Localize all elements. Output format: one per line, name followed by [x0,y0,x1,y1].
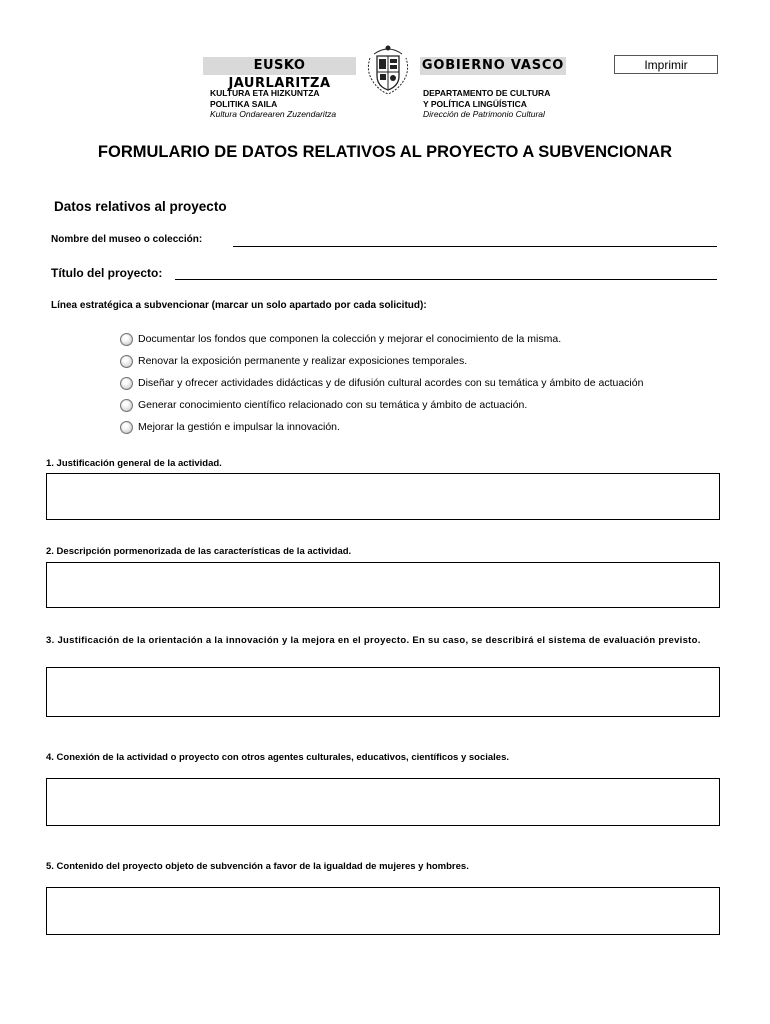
question-2-label: 2. Descripción pormenorizada de las características de la actividad. [46,546,352,557]
question-3-label: 3. Justificación de la orientación a la innovación y la mejora en el proyecto. En su caso, se describirá el sistema de evaluación previsto. [46,635,701,646]
question-5-label: 5. Contenido del proyecto objeto de subvención a favor de la igualdad de mujeres y hombres. [46,861,469,872]
option-label: Diseñar y ofrecer actividades didácticas y de difusión cultural acordes con su temática y ámbito de actuación [138,377,644,389]
section-title: Datos relativos al proyecto [54,199,227,214]
right-subdepartment: Dirección de Patrimonio Cultural [423,109,545,119]
option-row-1[interactable] [120,331,561,347]
question-5-box [46,887,720,935]
question-5-textarea[interactable] [47,888,719,934]
radio-button[interactable] [120,333,133,346]
left-dept-line-1: KULTURA ETA HIZKUNTZA [210,88,320,98]
museum-name-underline [233,246,717,247]
project-title-input[interactable] [177,265,715,279]
right-dept-line-2: Y POLÍTICA LINGÜÍSTICA [423,98,527,109]
radio-button[interactable] [120,399,133,412]
question-4-box [46,778,720,826]
option-row-3[interactable] [120,375,643,391]
question-1-textarea[interactable] [47,474,719,519]
right-dept-line-1: DEPARTAMENTO DE CULTURA [423,88,551,98]
radio-button[interactable] [120,421,133,434]
left-department [210,88,336,120]
left-subdepartment: Kultura Ondarearen Zuzendaritza [210,109,337,119]
option-label: Mejorar la gestión e impulsar la innovación. [138,421,340,433]
question-1-label: 1. Justificación general de la actividad. [46,458,222,469]
print-button[interactable]: Imprimir [614,55,718,74]
form-title: FORMULARIO DE DATOS RELATIVOS AL PROYECTO A SUBVENCIONAR [97,143,673,161]
question-1-box [46,473,720,520]
question-3-box [46,667,720,717]
coat-of-arms-icon [362,42,414,96]
museum-name-label: Nombre del museo o colección: [51,234,203,245]
project-title-underline [175,279,717,280]
strategic-line-label: Línea estratégica a subvencionar (marcar un solo apartado por cada solicitud): [51,300,427,311]
project-title-label: Título del proyecto: [51,266,163,280]
option-row-5[interactable] [120,419,340,435]
question-4-label: 4. Conexión de la actividad o proyecto con otros agentes culturales, educativos, científicos y sociales. [46,752,510,763]
museum-name-input[interactable] [235,232,715,246]
question-2-box [46,562,720,608]
option-label: Generar conocimiento científico relacionado con su temática y ámbito de actuación. [138,399,528,411]
question-4-textarea[interactable] [47,779,719,825]
option-row-4[interactable] [120,397,527,413]
basque-government-name-basque: EUSKO JAURLARITZA [203,57,356,75]
option-label: Documentar los fondos que componen la colección y mejorar el conocimiento de la misma. [138,333,562,345]
right-department [423,88,550,120]
question-3-textarea[interactable] [47,668,719,716]
radio-button[interactable] [120,355,133,368]
radio-button[interactable] [120,377,133,390]
basque-government-name-spanish: GOBIERNO VASCO [421,58,565,73]
question-2-textarea[interactable] [47,563,719,607]
option-label: Renovar la exposición permanente y realizar exposiciones temporales. [138,355,468,367]
left-dept-line-2: POLITIKA SAILA [210,98,278,109]
option-row-2[interactable] [120,353,467,369]
